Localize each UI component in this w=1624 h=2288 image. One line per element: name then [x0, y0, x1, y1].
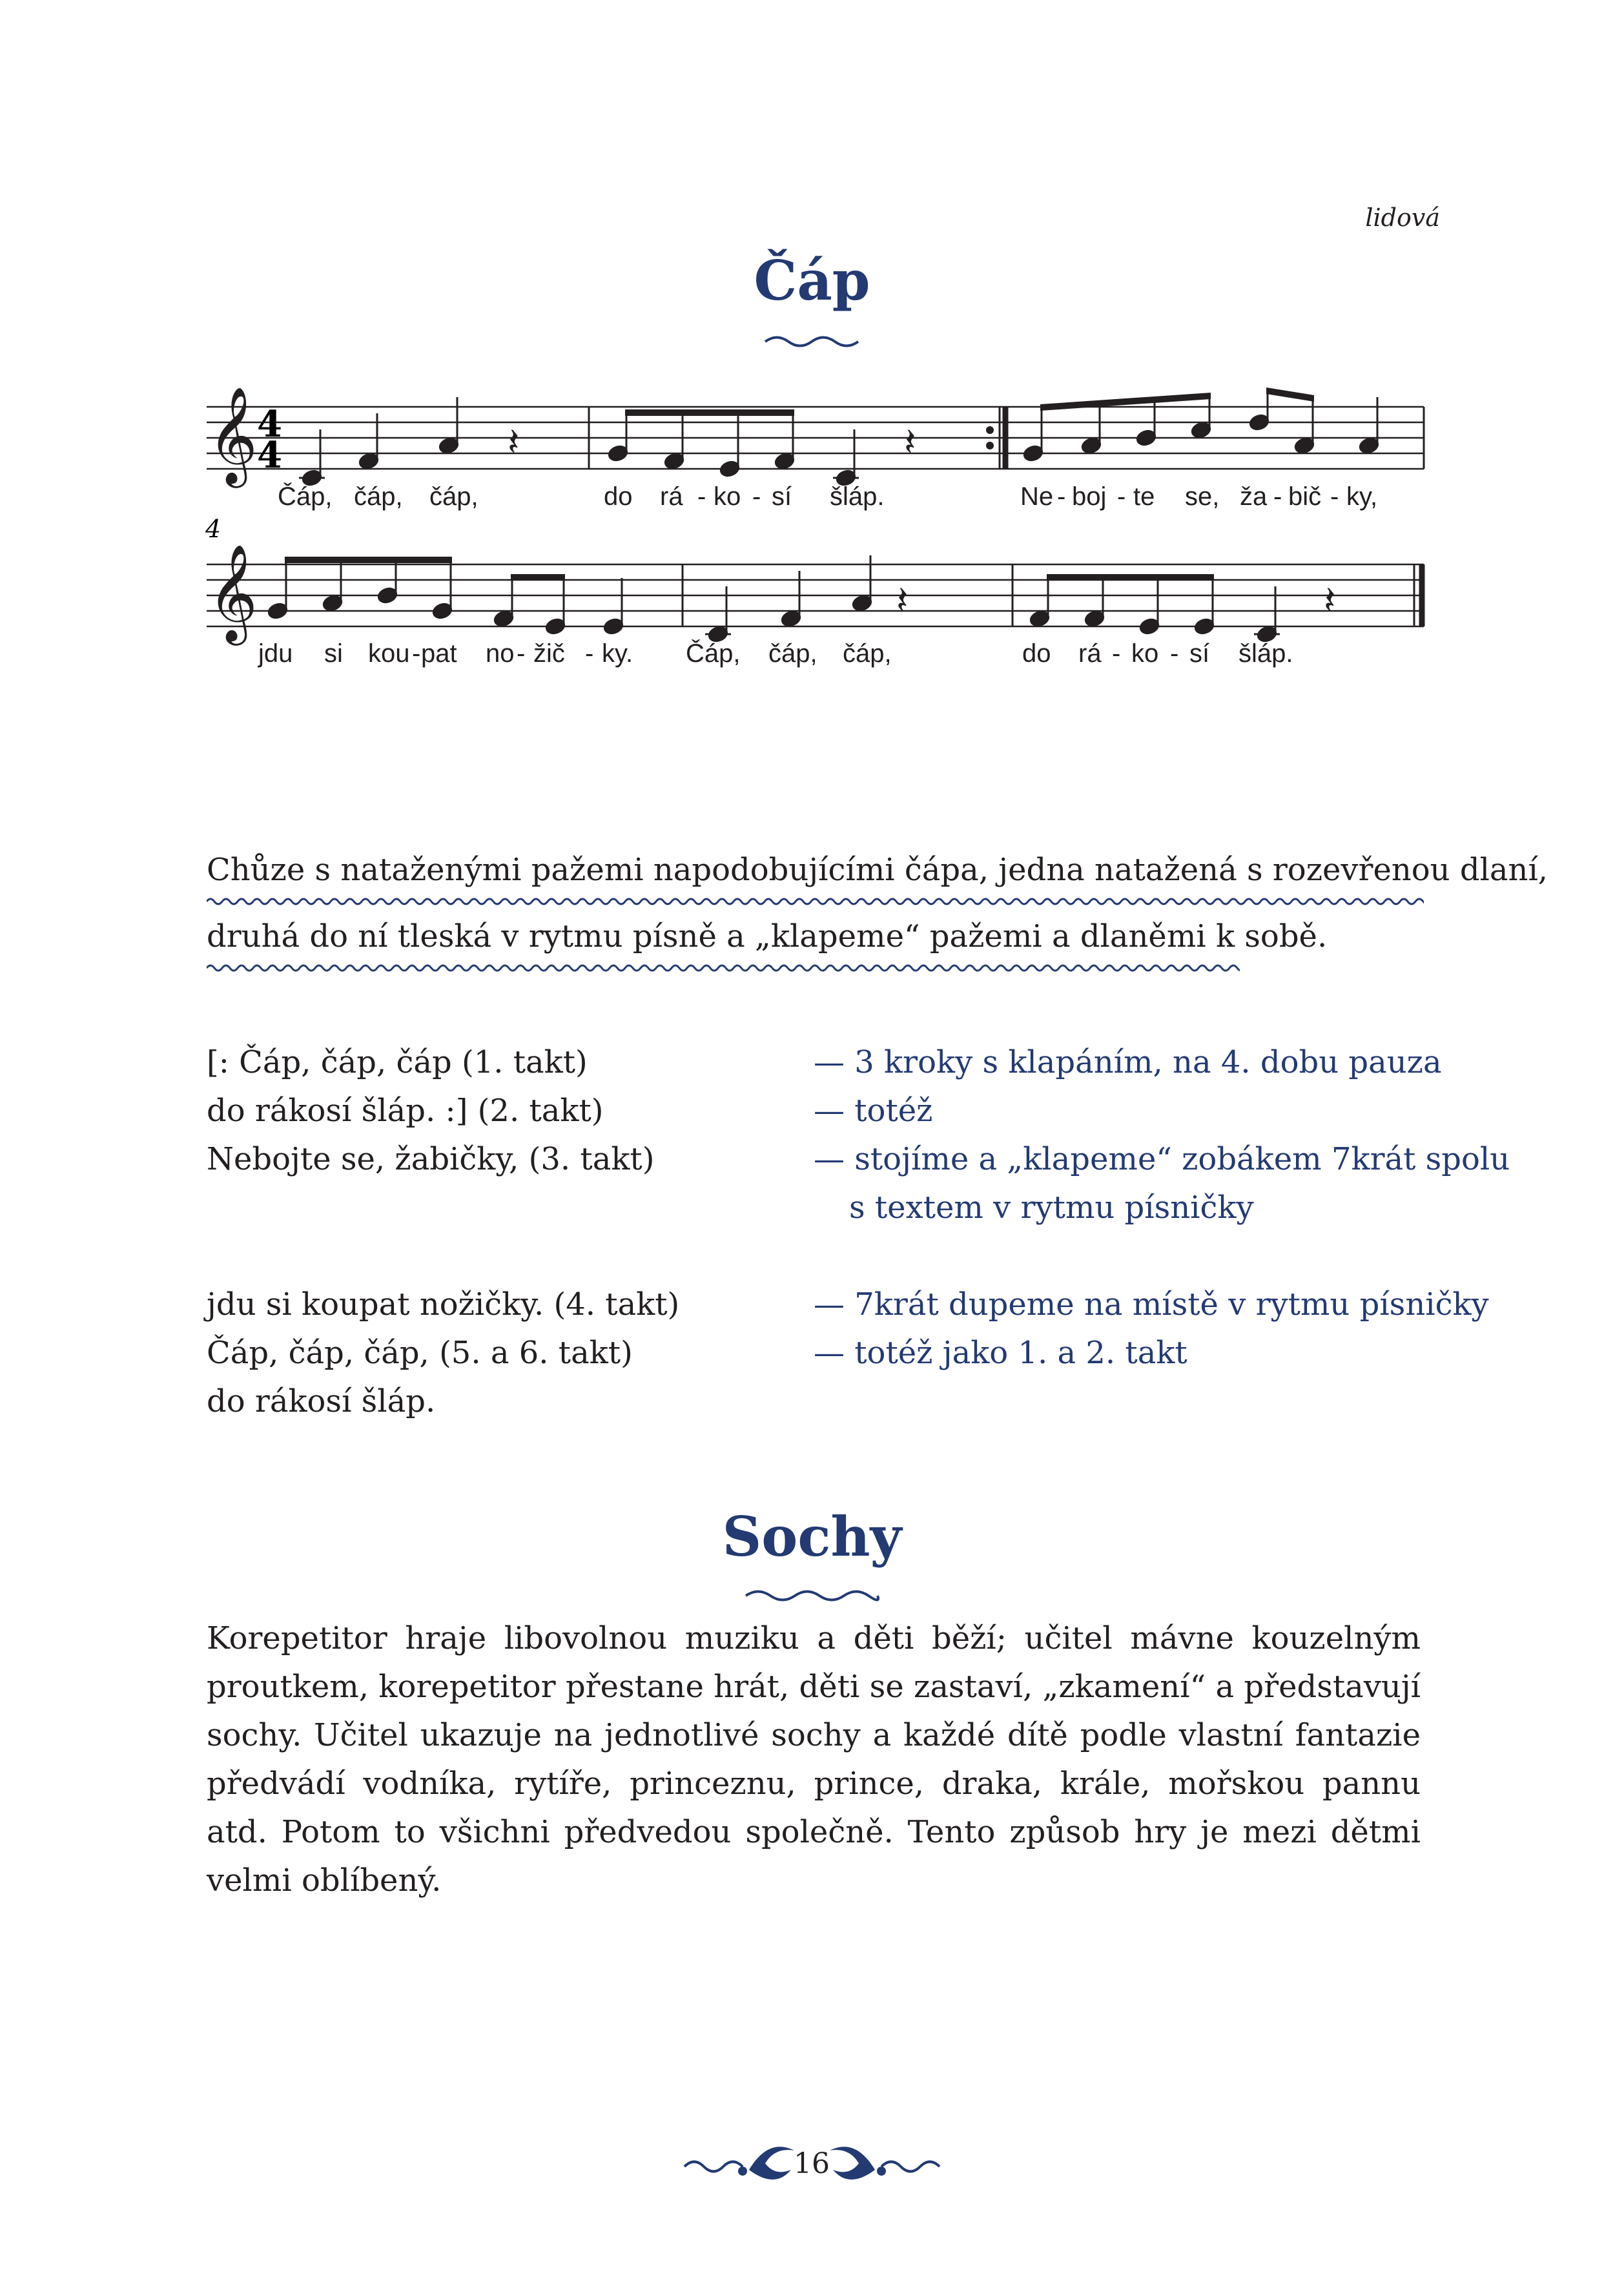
lyric-syllable: do [604, 482, 633, 511]
lyric-syllable: pat [421, 639, 457, 668]
intro-line-1: Chůze s nataženými pažemi napodobujícími čápa, jedna natažená s rozevřenou dlaní, [207, 852, 1548, 888]
step-lyric: Čáp, čáp, čáp, (5. a 6. takt) [207, 1335, 633, 1371]
lyric-syllable: šláp. [1239, 639, 1293, 668]
music-score [0, 0, 1624, 775]
step-lyric: [: Čáp, čáp, čáp (1. takt) [207, 1044, 588, 1080]
quarter-rest-icon: 𝄽 [1324, 578, 1336, 623]
step-action: — totéž jako 1. a 2. takt [814, 1335, 1187, 1371]
staff-lines-row1 [207, 407, 1424, 469]
lyric-hyphen: - [412, 639, 421, 668]
notes-row2 [267, 555, 1280, 643]
beam [1047, 574, 1214, 581]
step-row [207, 1329, 1434, 1377]
lyric-hyphen: - [585, 639, 594, 668]
beam [1266, 387, 1314, 402]
treble-clef-icon: 𝄞 [208, 386, 258, 484]
lyric-syllable: ky. [602, 639, 633, 668]
lyric-syllable: čáp, [768, 639, 817, 668]
step-action: — 7krát dupeme na místě v rytmu písničky [814, 1286, 1489, 1323]
wavy-underline-2 [207, 962, 1240, 974]
step-row [207, 1184, 1434, 1232]
lyric-hyphen: - [1273, 482, 1282, 511]
beam [625, 409, 794, 416]
step-row [207, 1038, 1442, 1087]
treble-clef-icon: 𝄞 [208, 543, 258, 641]
wavy-underline-1 [207, 895, 1424, 908]
lyric-syllable: Čáp, [686, 639, 741, 668]
lyric-hyphen: - [517, 639, 526, 668]
step-spacer [207, 1232, 1434, 1281]
quarter-rest-icon: 𝄽 [508, 420, 520, 465]
lyric-hyphen: - [1117, 482, 1126, 511]
lyric-syllable: bič [1288, 482, 1322, 511]
beam [1040, 393, 1211, 411]
lyric-syllable: žič [533, 639, 565, 668]
song-credit: lidová [1365, 203, 1440, 232]
step-row [207, 1377, 1434, 1426]
step-lyric: do rákosí šláp. :] (2. takt) [207, 1093, 604, 1129]
steps-list [207, 1038, 1510, 1426]
step-row [207, 1281, 1489, 1329]
lyric-syllable: ko [714, 482, 741, 511]
step-action: — stojíme a „klapeme“ zobákem 7krát spolu [814, 1141, 1510, 1177]
lyric-syllable: čáp, [354, 482, 403, 511]
song-title: Čáp [754, 249, 870, 313]
lyrics-row1 [278, 482, 1377, 511]
time-signature-bottom: 4 [257, 434, 282, 477]
lyric-syllable: se, [1185, 482, 1220, 511]
lyric-syllable: rá [660, 482, 683, 511]
lyric-syllable: sí [1189, 639, 1210, 668]
sochy-paragraph: Korepetitor hraje libovolnou muziku a děti běží; učitel mávne kouzelným proutkem, korepetitor přestane hrát, děti se zastaví, „zkamení“ a představují sochy. Učitel ukazuje na jednotlivé sochy a každé dítě podle vlastní fantazie předvádí vodníka, rytíře, princeznu, prince, draka, krále, mořskou pannu atd. Potom to všichni předvedou společně. Tento způsob hry je mezi dětmi velmi oblíbený. [207, 1620, 1421, 1899]
time-signature-top: 4 [257, 403, 282, 446]
step-lyric: jdu si koupat nožičky. (4. takt) [207, 1286, 680, 1323]
ornament-wave-right [881, 2162, 940, 2172]
step-action-continued: s textem v rytmu písničky [849, 1190, 1254, 1226]
lyric-hyphen: - [1057, 482, 1066, 511]
lyric-hyphen: - [752, 482, 761, 511]
lyric-syllable: kou [368, 639, 410, 668]
lyric-syllable: ko [1131, 639, 1159, 668]
lyric-syllable: sí [772, 482, 792, 511]
lyric-hyphen: - [1112, 639, 1121, 668]
lyrics-row2 [258, 639, 1293, 668]
lyric-syllable: čáp, [843, 639, 892, 668]
lyric-syllable: ža [1240, 482, 1268, 511]
step-lyric: Nebojte se, žabičky, (3. takt) [207, 1141, 655, 1177]
title-ornament-wave [744, 1587, 879, 1604]
measure-number: 4 [205, 515, 221, 543]
step-action: — 3 kroky s klapáním, na 4. dobu pauza [814, 1044, 1442, 1080]
lyric-hyphen: - [1330, 482, 1339, 511]
quarter-rest-icon: 𝄽 [896, 578, 909, 623]
beam [285, 557, 452, 563]
section-title: Sochy [722, 1505, 902, 1569]
lyric-syllable: si [324, 639, 343, 668]
lyric-syllable: do [1022, 639, 1051, 668]
step-row [207, 1087, 1434, 1135]
lyric-syllable: šláp. [830, 482, 885, 511]
lyric-syllable: no [486, 639, 515, 668]
quarter-rest-icon: 𝄽 [904, 420, 916, 465]
lyric-syllable: ky, [1346, 482, 1378, 511]
ornament-wave-left [684, 2162, 743, 2172]
lyric-hyphen: - [697, 482, 706, 511]
page-number: 16 [794, 2147, 830, 2180]
beam [511, 574, 565, 581]
intro-line-2: druhá do ní tleská v rytmu písně a „klapeme“ pažemi a dlaněmi k sobě. [207, 918, 1328, 954]
step-lyric: do rákosí šláp. [207, 1383, 436, 1419]
repeat-dot [986, 442, 994, 449]
lyric-syllable: boj [1072, 482, 1107, 511]
step-row [207, 1135, 1510, 1184]
lyric-syllable: Čáp, [278, 482, 333, 511]
repeat-dot [986, 426, 994, 434]
step-action: — totéž [814, 1093, 933, 1129]
lyric-syllable: čáp, [429, 482, 478, 511]
lyric-syllable: te [1133, 482, 1155, 511]
lyric-syllable: jdu [258, 639, 293, 668]
lyric-syllable: Ne [1020, 482, 1054, 511]
lyric-syllable: rá [1078, 639, 1102, 668]
lyric-hyphen: - [1170, 639, 1179, 668]
